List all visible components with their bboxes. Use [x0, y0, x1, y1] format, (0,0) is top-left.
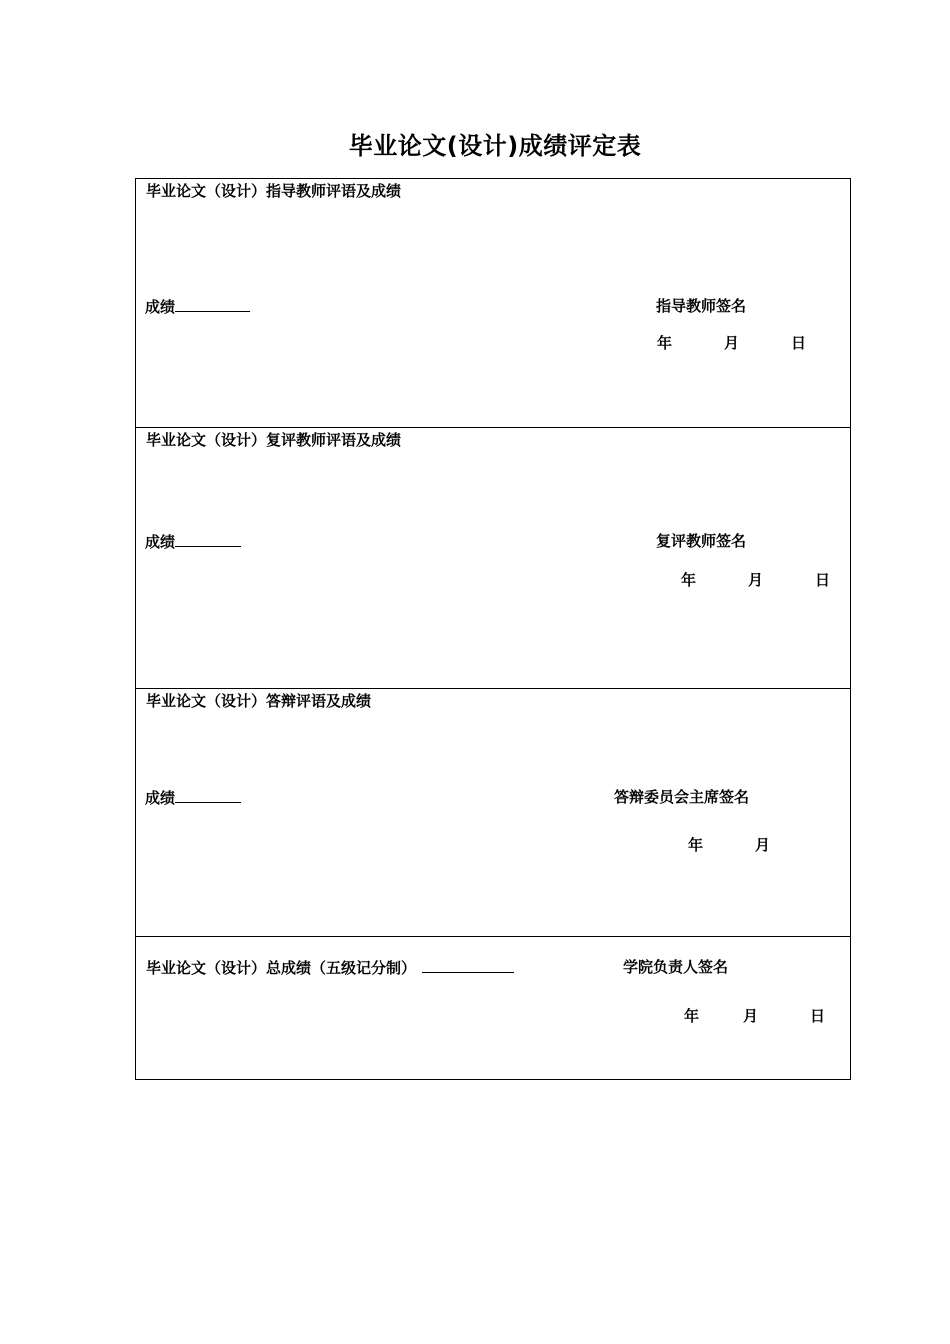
advisor-grade-label: 成绩	[145, 298, 176, 316]
advisor-date-month: 月	[724, 334, 740, 352]
page-title: 毕业论文(设计)成绩评定表	[348, 132, 642, 160]
defense-heading: 毕业论文（设计）答辩评语及成绩	[146, 692, 372, 710]
total-grade-blank[interactable]	[422, 957, 514, 973]
reviewer-section	[136, 428, 850, 689]
defense-date-month: 月	[755, 836, 771, 854]
defense-grade-blank[interactable]	[175, 787, 241, 803]
total-heading: 毕业论文（设计）总成绩（五级记分制）	[146, 959, 417, 977]
total-date-month: 月	[743, 1007, 759, 1025]
defense-date-year: 年	[688, 836, 704, 854]
evaluation-form-table	[135, 178, 851, 1080]
defense-grade-label: 成绩	[145, 789, 176, 807]
total-grade	[146, 957, 514, 978]
defense-signature-label: 答辩委员会主席签名	[614, 788, 750, 806]
reviewer-grade-blank[interactable]	[175, 531, 241, 547]
reviewer-grade-label: 成绩	[145, 533, 176, 551]
reviewer-date-day: 日	[815, 571, 831, 589]
total-signature-label: 学院负责人签名	[623, 958, 729, 976]
defense-grade	[145, 787, 241, 808]
advisor-heading: 毕业论文（设计）指导教师评语及成绩	[146, 182, 402, 200]
advisor-signature-label: 指导教师签名	[656, 297, 747, 315]
reviewer-date-year: 年	[681, 571, 697, 589]
defense-section	[136, 689, 850, 937]
advisor-section	[136, 179, 850, 428]
advisor-date-day: 日	[791, 334, 807, 352]
reviewer-signature-label: 复评教师签名	[656, 532, 747, 550]
reviewer-date-month: 月	[748, 571, 764, 589]
reviewer-grade	[145, 531, 241, 552]
total-date-year: 年	[684, 1007, 700, 1025]
advisor-date-year: 年	[657, 334, 673, 352]
total-date-day: 日	[810, 1007, 826, 1025]
reviewer-heading: 毕业论文（设计）复评教师评语及成绩	[146, 431, 402, 449]
total-section	[136, 937, 850, 1079]
advisor-grade	[145, 296, 250, 317]
advisor-grade-blank[interactable]	[175, 296, 250, 312]
